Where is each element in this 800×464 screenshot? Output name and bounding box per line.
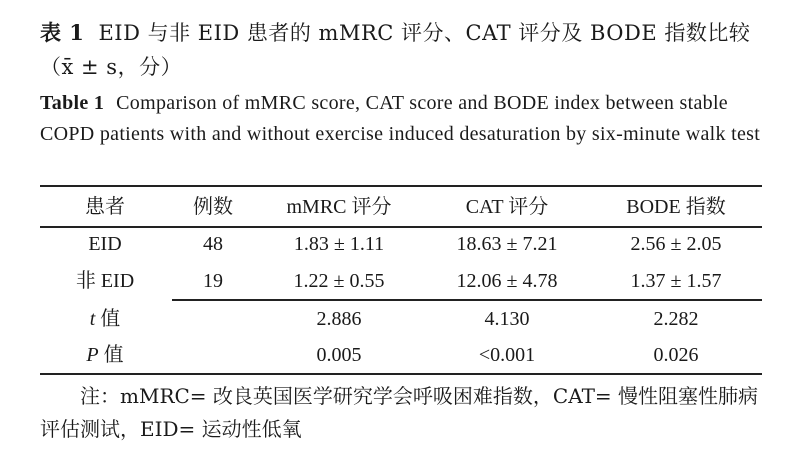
t-suffix: 值 <box>95 308 121 330</box>
table-bottom-rule <box>40 373 762 375</box>
row-p-cat: <0.001 <box>478 344 536 366</box>
row-t-bode: 2.282 <box>653 308 699 330</box>
header-bode: BODE 指数 <box>626 196 726 218</box>
header-count: 例数 <box>193 196 233 218</box>
table-label-chinese: 表 1 <box>40 20 85 45</box>
table-label-english: Table 1 <box>40 92 105 114</box>
table-title-chinese <box>40 16 780 84</box>
header-cat: CAT 评分 <box>465 196 549 218</box>
row-p-mmrc: 0.005 <box>316 344 362 366</box>
table-top-rule <box>40 185 762 187</box>
table-title-english <box>40 88 780 150</box>
header-mmrc: mMRC 评分 <box>286 196 392 218</box>
table-title-chinese-text: EID 与非 EID 患者的 mMRC 评分、CAT 评分及 BODE 指数比较 <box>98 21 751 45</box>
row-non-eid-bode: 1.37 ± 1.57 <box>630 270 722 292</box>
row-t-mmrc: 2.886 <box>316 308 362 330</box>
header-patient: 患者 <box>85 196 125 218</box>
row-non-eid-group: 非 EID <box>75 270 135 292</box>
row-t-label <box>40 301 170 337</box>
p-suffix: 值 <box>98 344 124 366</box>
table-unit: （x̄ ± s，分） <box>40 55 183 79</box>
row-eid-bode: 2.56 ± 2.05 <box>630 233 722 255</box>
row-eid-cat: 18.63 ± 7.21 <box>456 233 558 255</box>
row-non-eid-count: 19 <box>203 270 223 292</box>
row-non-eid-mmrc: 1.22 ± 0.55 <box>293 270 385 292</box>
t-symbol: t <box>89 308 96 330</box>
row-t-cat: 4.130 <box>484 308 530 330</box>
row-eid-count: 48 <box>203 233 223 255</box>
row-p-label <box>40 337 170 373</box>
p-symbol: P <box>86 344 99 366</box>
row-eid-mmrc: 1.83 ± 1.11 <box>293 233 385 255</box>
row-non-eid-cat: 12.06 ± 4.78 <box>456 270 558 292</box>
row-eid-group: EID <box>88 233 122 255</box>
table-footnote: 注：mMRC= 改良英国医学研究学会呼吸困难指数，CAT= 慢性阻塞性肺病评估测试，EID= 运动性低氧 <box>40 384 759 441</box>
row-p-bode: 0.026 <box>653 344 699 366</box>
table-title-english-text: Comparison of mMRC score, CAT score and BODE index between stable COPD patients with and without exercise induced desaturation by six-minute walk test <box>40 92 761 145</box>
